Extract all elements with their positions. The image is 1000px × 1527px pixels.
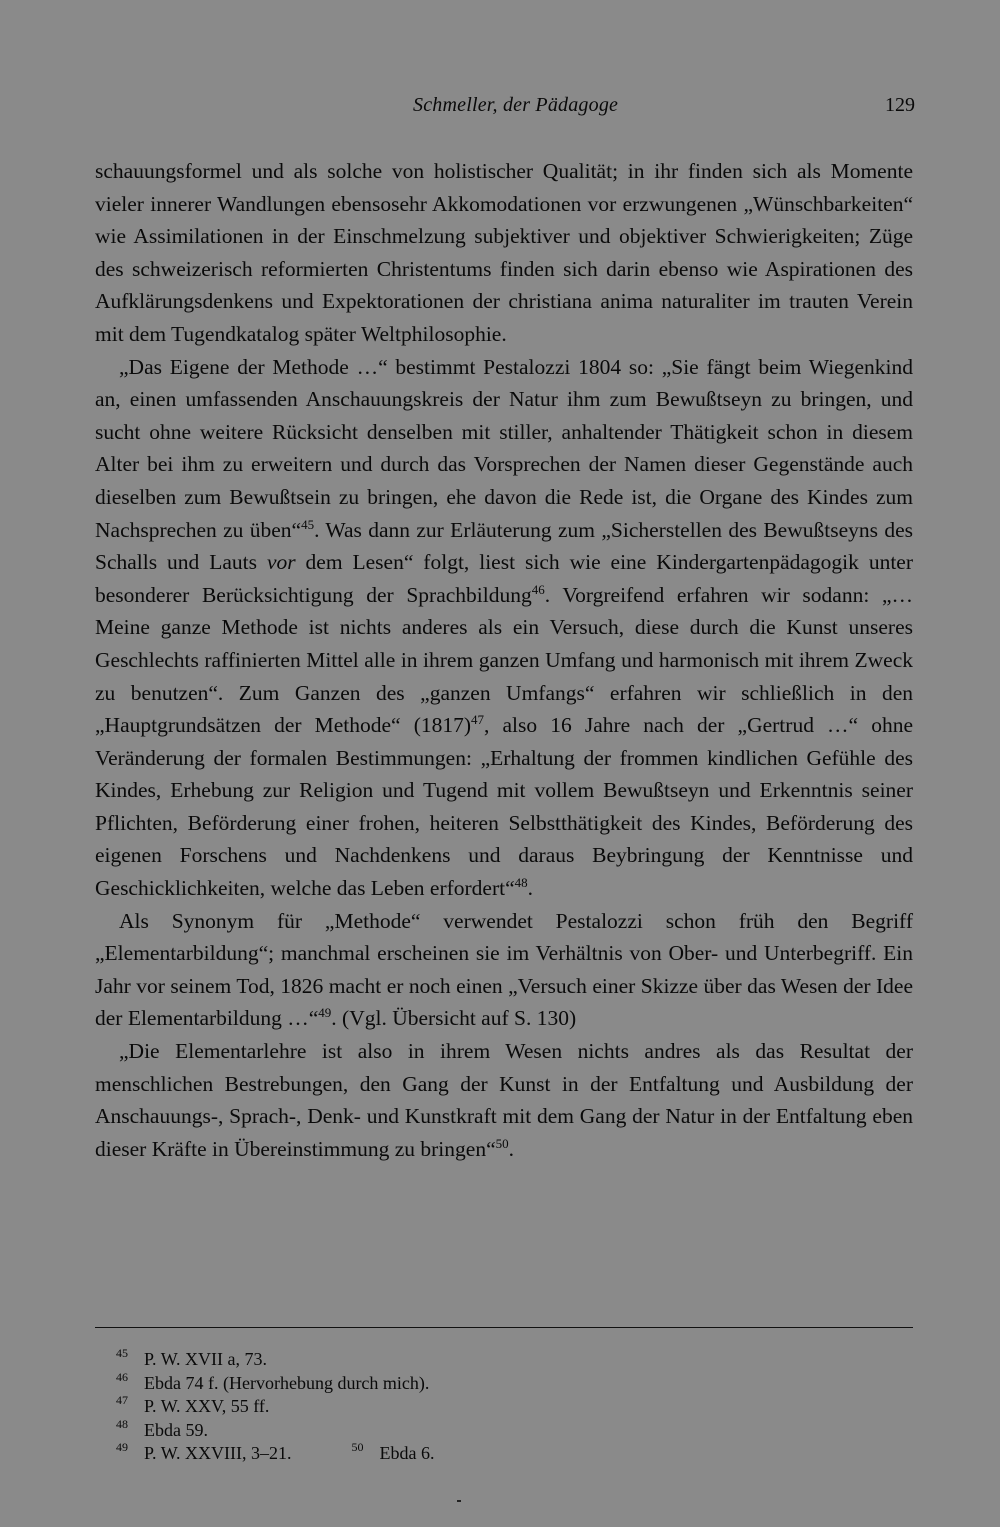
paragraph-3-text-b: . (Vgl. Übersicht auf S. 130) <box>331 1006 577 1031</box>
paragraph-2-emphasis: vor <box>266 550 296 575</box>
footnote-text: Ebda 59. <box>144 1419 208 1440</box>
paragraph-2-text-b: . Was dann zur Erläuterung zum „Sicherstellen des Bewußtseyns des Schalls und Lauts <box>95 517 913 575</box>
footnote-45 <box>116 1348 896 1372</box>
footnote-text: P. W. XXVIII, 3–21. <box>144 1443 292 1463</box>
paragraph-1-text: schauungsformel und als solche von holistischer Qualität; in ihr finden sich als Momente vieler innerer Wandlungen ebensosehr Akkomodationen vor erzwungenen „Wünschbarkeiten“ wie Assimilationen in der Einschmelzung subjektiver und objektiver Schwierigkeiten; Züge des schweizerisch reformierten Christentums finden sich darin ebenso wie Aspirationen des Aufklärungsdenkens und Expektorationen der christiana anima naturaliter im trauten Verein mit dem Tugendkatalog später Weltphilosophie. <box>95 159 913 346</box>
footnote-ref-46: 46 <box>531 581 545 597</box>
footnote-number: 45 <box>116 1346 128 1360</box>
footnote-47 <box>116 1395 896 1419</box>
running-title: Schmeller, der Pädagoge <box>413 94 619 116</box>
footnote-text: P. W. XVII a, 73. <box>144 1349 268 1369</box>
footnote-ref-48: 48 <box>514 875 528 891</box>
footnote-48 <box>116 1416 896 1443</box>
paragraph-2-text-f: . <box>527 876 534 901</box>
footnote-ref-50: 50 <box>495 1135 509 1151</box>
footnote-ref-45: 45 <box>301 516 315 532</box>
page-number: 129 <box>885 94 915 116</box>
footnote-ref-47: 47 <box>471 712 485 728</box>
body-text <box>95 155 913 1165</box>
running-head <box>0 94 1000 124</box>
paragraph-3-text-a: Als Synonym für „Methode“ verwendet Pestalozzi schon früh den Begriff „Elementarbildung“; manchmal erscheinen sie im Verhältnis von Ober- und Unterbegriff. Ein Jahr vor seinem Tod, 1826 macht er noch einen „Versuch einer Skizze über das Wesen der Idee der Elementarbildung …“ <box>95 908 913 1031</box>
footnotes <box>116 1348 896 1466</box>
paragraph-4-text-a: „Die Elementarlehre ist also in ihrem Wesen nichts andres als das Resultat der menschlichen Bestrebungen, den Gang der Kunst in der Entfaltung und Ausbildung der Anschauungs-, Sprach-, Denk- und Kunstkraft mit dem Gang der Natur in der Entfaltung eben dieser Kräfte in Übereinstimmung zu bringen“ <box>95 1039 913 1161</box>
paragraph-2 <box>95 351 913 905</box>
footnote-divider <box>95 1327 913 1328</box>
footnote-gap <box>292 1442 352 1466</box>
footnote-number: 50 <box>351 1440 364 1454</box>
footnote-number: 47 <box>116 1393 128 1407</box>
footnote-46 <box>116 1369 896 1396</box>
footnote-text: Ebda 6. <box>379 1443 435 1463</box>
paragraph-2-text-a: „Das Eigene der Methode …“ bestimmt Pestalozzi 1804 so: „Sie fängt beim Wiegenkind an, einen umfassenden Anschauungskreis der Natur ihm zum Bewußtseyn zu bringen, und sucht ohne weitere Rücksicht denselben mit stiller, anhaltender Thätigkeit schon in diesem Alter bei ihm zu erweitern und durch das Vorsprechen der Namen dieser Gegenstände auch dieselben zum Bewußtsein zu bringen, ehe davon die Rede ist, die Organe des Kindes zum Nachsprechen zu üben“ <box>95 354 913 542</box>
footnote-text: Ebda 74 f. (Hervorhebung durch mich). <box>144 1372 430 1393</box>
paragraph-2-text-e: , also 16 Jahre nach der „Gertrud …“ ohne Veränderung der formalen Bestimmungen: „Erhaltung der frommen kindlichen Gefühle des Kindes, Erhebung zur Religion und Tugend mit vollem Bewußtseyn und Erkenntnis seiner Pflichten, Beförderung einer frohen, heiteren Selbstthätigkeit des Kindes, Beförderung des eigenen Forschens und Nachdenkens und daraus Beybringung der Kenntnisse und Geschicklichkeiten, welche das Leben erfordert“ <box>95 713 913 901</box>
paragraph-2-text-d: . Vorgreifend erfahren wir sodann: „… Meine ganze Methode ist nichts anderes als ein Versuch, diese durch die Kunst unseres Geschlechts raffinierten Mittel alle in ihrem ganzen Umfang und harmonisch mit ihrem Zweck zu benutzen“. Zum Ganzen des „ganzen Umfangs“ erfahren wir schließlich in den „Hauptgrundsätzen der Methode“ (1817) <box>95 582 913 738</box>
paragraph-4 <box>95 1035 913 1165</box>
print-mark <box>457 1500 461 1502</box>
footnote-number: 49 <box>116 1440 128 1454</box>
paragraph-2-text-c: dem Lesen“ folgt, liest sich wie eine Kindergartenpädagogik unter besonderer Berücksichtigung der Sprachbildung <box>95 550 913 607</box>
footnote-number: 46 <box>116 1369 128 1384</box>
footnote-ref-49: 49 <box>318 1005 332 1021</box>
paragraph-3 <box>95 905 913 1035</box>
paragraph-4-text-b: . <box>508 1136 514 1161</box>
footnote-49-50 <box>116 1442 896 1466</box>
paragraph-1 <box>95 155 913 351</box>
footnote-text: P. W. XXV, 55 ff. <box>144 1396 270 1416</box>
footnote-number: 48 <box>116 1416 128 1431</box>
